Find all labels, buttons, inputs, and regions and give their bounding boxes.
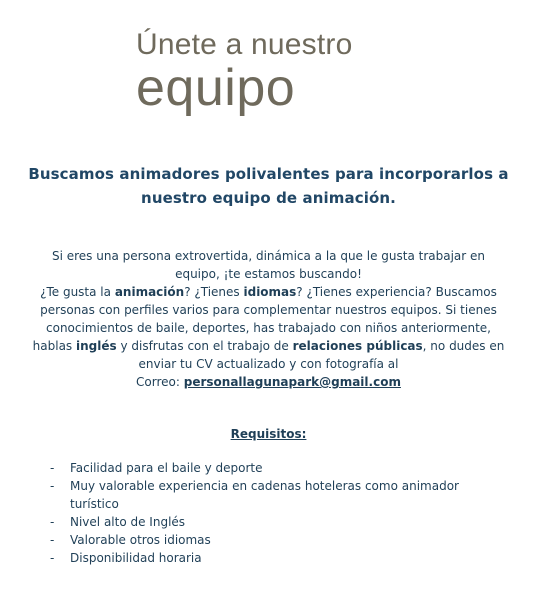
requirement-text: Valorable otros idiomas xyxy=(70,533,211,547)
intro-text: hablas xyxy=(32,339,76,353)
intro-line: equipo, ¡te estamos buscando! xyxy=(175,267,362,281)
requirements-heading: Requisitos: xyxy=(230,427,307,441)
bullet-dash: - xyxy=(50,551,55,565)
bullet-dash: - xyxy=(50,461,55,475)
email-label: Correo: xyxy=(136,375,184,389)
intro-line: conocimientos de baile, deportes, has trabajado con niños anteriormente, xyxy=(46,321,491,335)
requirement-text: Muy valorable experiencia en cadenas hoteleras como animador turístico xyxy=(70,479,459,511)
hero-title-line2: equipo xyxy=(136,59,296,117)
intro-line: enviar tu CV actualizado y con fotografía al xyxy=(138,357,399,371)
requirement-item xyxy=(50,549,490,567)
keyword-idiomas: idiomas xyxy=(243,285,297,299)
hero-title-line1: Únete a nuestro xyxy=(136,28,353,61)
requirement-text: Facilidad para el baile y deporte xyxy=(70,461,263,475)
bullet-dash: - xyxy=(50,479,55,493)
requirements-list xyxy=(50,459,490,567)
headline-line2: nuestro equipo de animación. xyxy=(141,189,396,207)
keyword-relaciones-publicas: relaciones públicas xyxy=(292,339,423,353)
headline xyxy=(20,162,517,210)
intro-text: , no dudes en xyxy=(422,339,505,353)
bullet-dash: - xyxy=(50,533,55,547)
intro-text: ? ¿Tienes experiencia? Buscamos xyxy=(296,285,497,299)
email-link[interactable]: personallagunapark@gmail.com xyxy=(183,375,401,389)
headline-line1: Buscamos animadores polivalentes para incorporarlos a xyxy=(28,165,509,183)
keyword-animacion: animación xyxy=(114,285,185,299)
requirement-item xyxy=(50,459,490,477)
bullet-dash: - xyxy=(50,515,55,529)
intro-text: ¿Te gusta la xyxy=(40,285,115,299)
intro-paragraph xyxy=(25,247,512,391)
intro-text: ? ¿Tienes xyxy=(184,285,244,299)
keyword-ingles: inglés xyxy=(76,339,117,353)
requirement-text: Disponibilidad horaria xyxy=(70,551,202,565)
intro-line: personas con perfiles varios para complementar nuestros equipos. Si tienes xyxy=(40,303,497,317)
intro-line: Si eres una persona extrovertida, dinámica a la que le gusta trabajar en xyxy=(51,249,486,263)
requirement-text: Nivel alto de Inglés xyxy=(70,515,186,529)
intro-line xyxy=(25,337,512,355)
requirement-item xyxy=(50,477,490,513)
intro-text: y disfrutas con el trabajo de xyxy=(116,339,293,353)
intro-line xyxy=(25,283,512,301)
requirement-item xyxy=(50,513,490,531)
intro-line xyxy=(25,373,512,391)
hero-banner xyxy=(0,0,537,140)
requirement-item xyxy=(50,531,490,549)
